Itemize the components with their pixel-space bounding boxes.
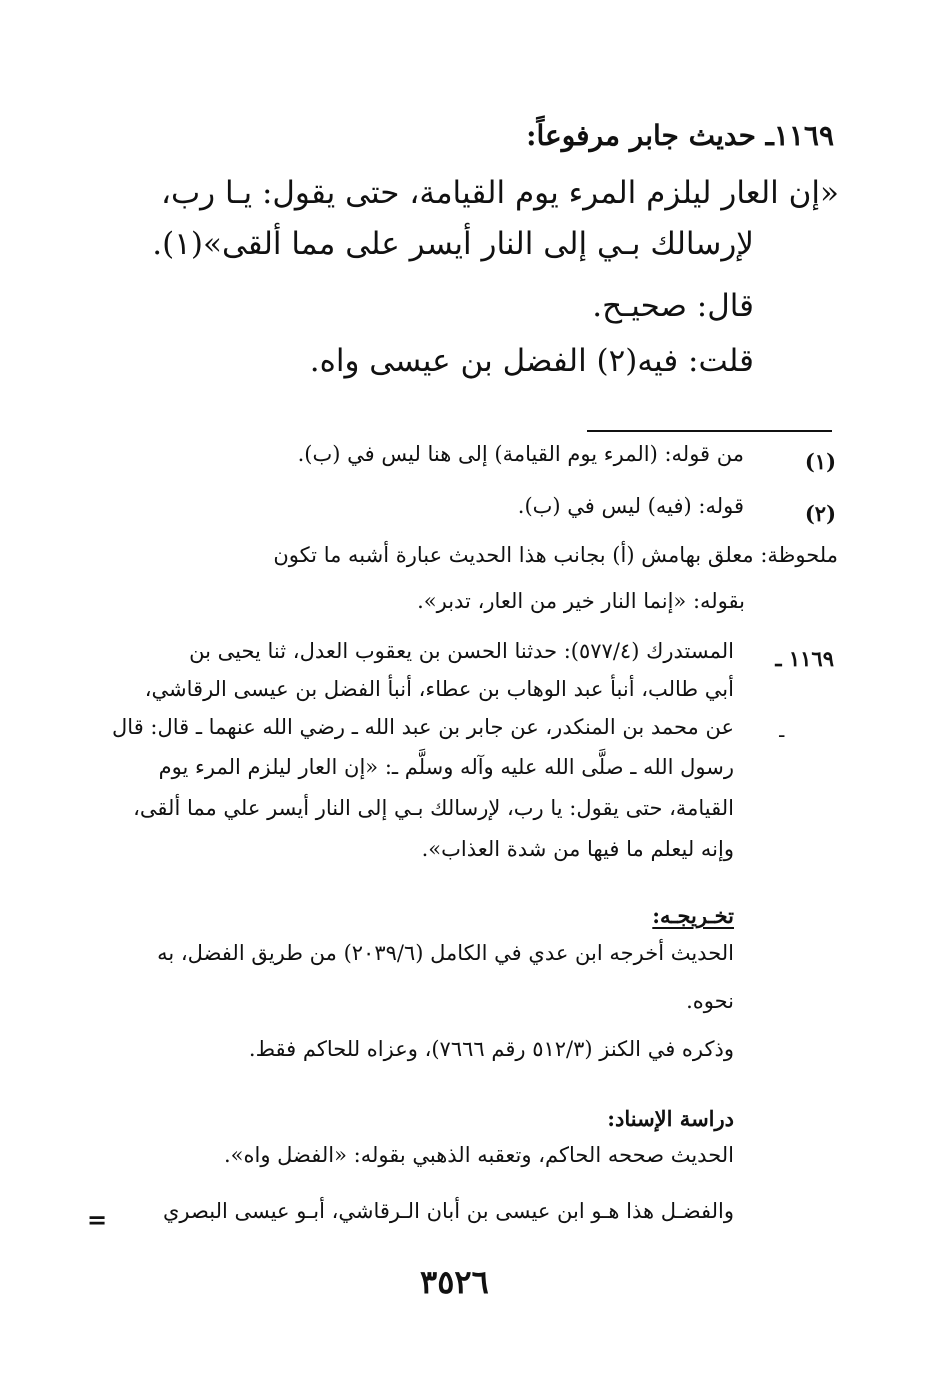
authenticity-line: قال: صحيـح.: [592, 288, 754, 324]
mustadrak-line-2: أبي طالب، أنبأ عبد الوهاب بن عطاء، أنبأ الفضل بن عيسى الرقاشي،: [144, 677, 734, 701]
footnote-1-number: (١): [804, 449, 836, 474]
mustadrak-number: ١١٦٩ ـ: [775, 646, 834, 671]
footnote-2-number: (٢): [804, 501, 836, 526]
mustadrak-line-4: رسول الله ـ صلَّى الله عليه وآله وسلَّم ـ: «إن العار ليلزم المرء يوم: [158, 755, 734, 779]
hadith-title: ١١٦٩ـ حديث جابر مرفوعاً:: [526, 119, 834, 152]
mustadrak-line-3: عن محمد بن المنكدر، عن جابر بن عبد الله ـ رضي الله عنهما ـ قال: قال: [112, 715, 734, 739]
takhrij-line-2: نحوه.: [686, 989, 734, 1013]
continuation-mark: =: [87, 1205, 108, 1234]
takhrij-heading: تخـريجـه:: [652, 903, 734, 928]
margin-dash: -: [778, 723, 786, 748]
isnad-heading: دراسة الإسناد:: [607, 1106, 734, 1131]
remark-line-1: ملحوظة: معلق بهامش (أ) بجانب هذا الحديث عبارة أشبه ما تكون: [273, 543, 838, 567]
hadith-quote-line-1: «إن العار ليلزم المرء يوم القيامة، حتى يقول: يـا رب،: [160, 175, 839, 211]
mustadrak-line-1: المستدرك (٥٧٧/٤): حدثنا الحسن بن يعقوب العدل، ثنا يحيى بن: [189, 639, 734, 663]
isnad-line-1: الحديث صححه الحاكم، وتعقبه الذهبي بقوله: «الفضل واه».: [223, 1143, 734, 1167]
mustadrak-line-5: القيامة، حتى يقول: يا رب، لإرسالك بـي إلى النار أيسر علي مما ألقى،: [133, 796, 734, 820]
footnote-separator: [587, 430, 832, 432]
page-number: ٣٥٢٦: [420, 1263, 489, 1301]
remark-line-2: بقوله: «إنما النار خير من العار، تدبر».: [417, 589, 745, 613]
takhrij-line-3: وذكره في الكنز (٥١٢/٣ رقم ٧٦٦٦)، وعزاه للحاكم فقط.: [248, 1037, 734, 1061]
narrator-critique-line: قلت: فيه(٢) الفضل بن عيسى واه.: [309, 343, 754, 379]
footnote-1-text: من قوله: (المرء يوم القيامة) إلى هنا ليس في (ب).: [297, 442, 744, 466]
takhrij-line-1: الحديث أخرجه ابن عدي في الكامل (٢٠٣٩/٦) من طريق الفضل، به: [157, 941, 734, 965]
footnote-2-text: قوله: (فيه) ليس في (ب).: [517, 494, 744, 518]
hadith-quote-line-2: لإرسالك بـي إلى النار أيسر على مما ألقى»(١).: [152, 226, 754, 262]
isnad-line-2: والفضـل هذا هـو ابن عيسى بن أبان الـرقاشي، أبـو عيسى البصري: [163, 1199, 734, 1223]
mustadrak-line-6: وإنه ليعلم ما فيها من شدة العذاب».: [421, 837, 734, 861]
